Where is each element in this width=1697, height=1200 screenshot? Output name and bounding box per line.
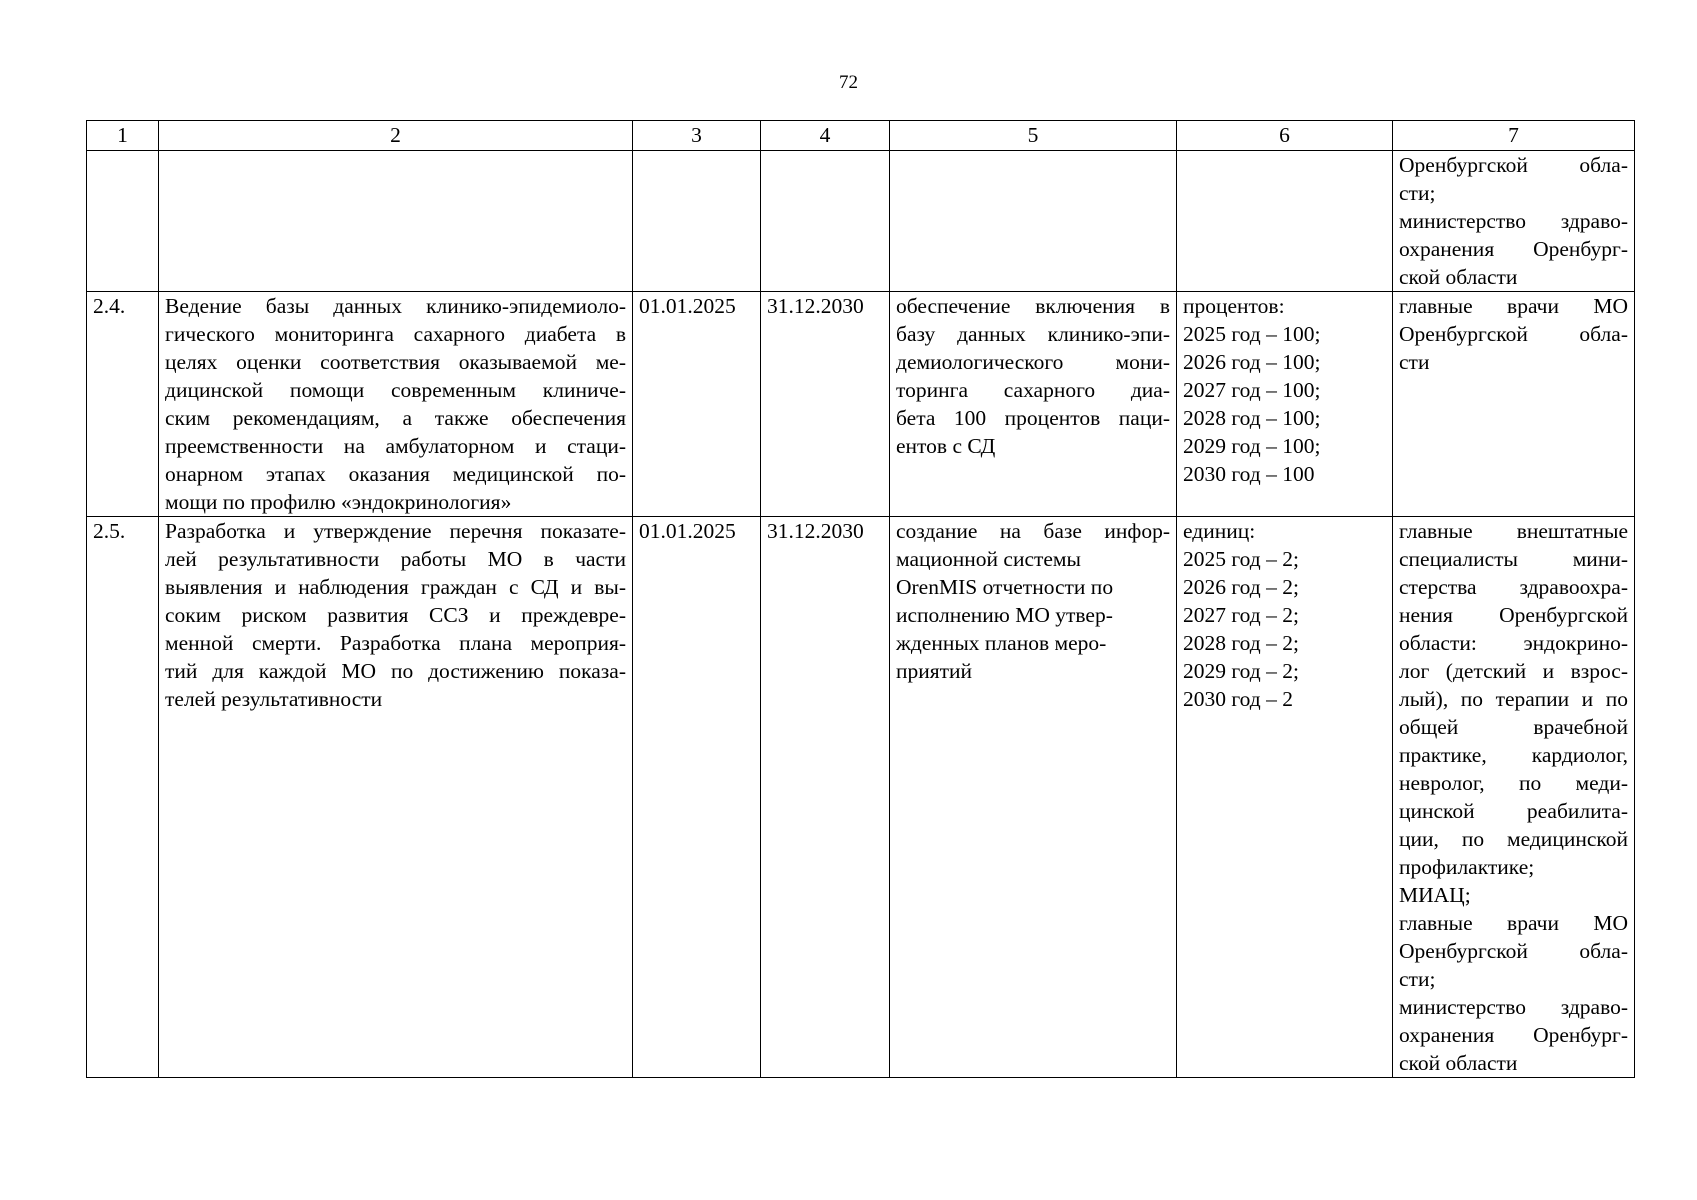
cell-start: 01.01.2025 xyxy=(633,292,761,517)
cell-indicator xyxy=(1177,292,1393,517)
text-line: 2026 год – 2; xyxy=(1183,575,1299,599)
text-line: лей результативности работы МО в части xyxy=(165,547,626,571)
text-line: гического мониторинга сахарного диабета в xyxy=(165,322,626,346)
text-line: соким риском развития ССЗ и преждевре- xyxy=(165,603,626,627)
text-line: охранения Оренбург- xyxy=(1399,1023,1628,1047)
text-line: 2028 год – 2; xyxy=(1183,631,1299,655)
text-line: 2029 год – 2; xyxy=(1183,659,1299,683)
cell-end xyxy=(761,151,890,292)
text-line: МИАЦ; xyxy=(1399,883,1471,907)
text-line: тий для каждой МО по достижению показа- xyxy=(165,659,626,683)
text-line: 2030 год – 100 xyxy=(1183,462,1315,486)
cell-desc xyxy=(159,292,633,517)
cell-result xyxy=(890,517,1177,1078)
cell-num: 2.5. xyxy=(87,517,159,1078)
text-line: сти; xyxy=(1399,181,1436,205)
text-line: 2025 год – 100; xyxy=(1183,322,1321,346)
text-line: 2027 год – 100; xyxy=(1183,378,1321,402)
text-line: единиц: xyxy=(1183,519,1256,543)
text-line: министерство здраво- xyxy=(1399,995,1628,1019)
text-line: OrenMIS отчетности по xyxy=(896,575,1114,599)
cell-indicator xyxy=(1177,151,1393,292)
text-line: Оренбургской обла- xyxy=(1399,153,1628,177)
text-line: ской области xyxy=(1399,1051,1518,1075)
text-line: охранения Оренбург- xyxy=(1399,237,1628,261)
text-line: мационной системы xyxy=(896,547,1081,571)
cell-responsible xyxy=(1393,517,1635,1078)
header-col-6: 6 xyxy=(1177,121,1393,151)
cell-end: 31.12.2030 xyxy=(761,517,890,1078)
text-line: ции, по медицинской xyxy=(1399,827,1628,851)
text-line: лог (детский и взрос- xyxy=(1399,659,1628,683)
text-line: телей результативности xyxy=(165,687,383,711)
text-line: 2027 год – 2; xyxy=(1183,603,1299,627)
text-line: профилактике; xyxy=(1399,855,1535,879)
text-line: менной смерти. Разработка плана мероприя- xyxy=(165,631,626,655)
cell-result xyxy=(890,292,1177,517)
text-line: Оренбургской обла- xyxy=(1399,939,1628,963)
text-line: дицинской помощи современным клиниче- xyxy=(165,378,626,402)
text-line: практике, кардиолог, xyxy=(1399,743,1628,767)
header-col-5: 5 xyxy=(890,121,1177,151)
text-line: бета 100 процентов паци- xyxy=(896,406,1170,430)
text-line: жденных планов меро- xyxy=(896,631,1107,655)
cell-responsible xyxy=(1393,292,1635,517)
text-line: целях оценки соответствия оказываемой ме- xyxy=(165,350,626,374)
text-line: главные врачи МО xyxy=(1399,911,1628,935)
text-line: нения Оренбургской xyxy=(1399,603,1628,627)
text-line: 2030 год – 2 xyxy=(1183,687,1293,711)
header-col-4: 4 xyxy=(761,121,890,151)
header-row xyxy=(87,121,1635,151)
text-line: процентов: xyxy=(1183,294,1285,318)
header-col-2: 2 xyxy=(159,121,633,151)
cell-indicator xyxy=(1177,517,1393,1078)
table-row xyxy=(87,517,1635,1078)
text-line: Ведение базы данных клинико-эпидемиоло- xyxy=(165,294,626,318)
activities-table xyxy=(86,120,1635,1078)
text-line: 2029 год – 100; xyxy=(1183,434,1321,458)
text-line: мощи по профилю «эндокринология» xyxy=(165,490,512,514)
text-line: выявления и наблюдения граждан с СД и вы- xyxy=(165,575,626,599)
cell-start xyxy=(633,151,761,292)
text-line: сти; xyxy=(1399,967,1436,991)
text-line: министерство здраво- xyxy=(1399,209,1628,233)
text-line: ентов с СД xyxy=(896,434,996,458)
text-line: 2028 год – 100; xyxy=(1183,406,1321,430)
text-line: преемственности на амбулаторном и стаци- xyxy=(165,434,626,458)
text-line: исполнению МО утвер- xyxy=(896,603,1113,627)
cell-end: 31.12.2030 xyxy=(761,292,890,517)
cell-result xyxy=(890,151,1177,292)
header-col-7: 7 xyxy=(1393,121,1635,151)
text-line: демиологического мони- xyxy=(896,350,1170,374)
text-line: онарном этапах оказания медицинской по- xyxy=(165,462,626,486)
text-line: области: эндокрино- xyxy=(1399,631,1628,655)
cell-num: 2.4. xyxy=(87,292,159,517)
text-line: сти xyxy=(1399,350,1430,374)
text-line: ской области xyxy=(1399,265,1518,289)
text-line: невролог, по меди- xyxy=(1399,771,1628,795)
cell-desc xyxy=(159,517,633,1078)
text-line: цинской реабилита- xyxy=(1399,799,1628,823)
text-line: специалисты мини- xyxy=(1399,547,1628,571)
text-line: стерства здравоохра- xyxy=(1399,575,1628,599)
text-line: общей врачебной xyxy=(1399,715,1628,739)
text-line: базу данных клинико-эпи- xyxy=(896,322,1170,346)
text-line: создание на базе инфор- xyxy=(896,519,1170,543)
text-line: 2026 год – 100; xyxy=(1183,350,1321,374)
continuation-row xyxy=(87,151,1635,292)
text-line: ским рекомендациям, а также обеспечения xyxy=(165,406,626,430)
page-number: 72 xyxy=(839,72,858,93)
table-row xyxy=(87,292,1635,517)
header-col-3: 3 xyxy=(633,121,761,151)
cell-num xyxy=(87,151,159,292)
text-line: главные врачи МО xyxy=(1399,294,1628,318)
text-line: Разработка и утверждение перечня показате- xyxy=(165,519,626,543)
cell-start: 01.01.2025 xyxy=(633,517,761,1078)
text-line: торинга сахарного диа- xyxy=(896,378,1170,402)
text-line: Оренбургской обла- xyxy=(1399,322,1628,346)
text-line: лый), по терапии и по xyxy=(1399,687,1628,711)
text-line: обеспечение включения в xyxy=(896,294,1170,318)
text-line: главные внештатные xyxy=(1399,519,1628,543)
header-col-1: 1 xyxy=(87,121,159,151)
text-line: 2025 год – 2; xyxy=(1183,547,1299,571)
cell-responsible xyxy=(1393,151,1635,292)
cell-desc xyxy=(159,151,633,292)
text-line: приятий xyxy=(896,659,973,683)
